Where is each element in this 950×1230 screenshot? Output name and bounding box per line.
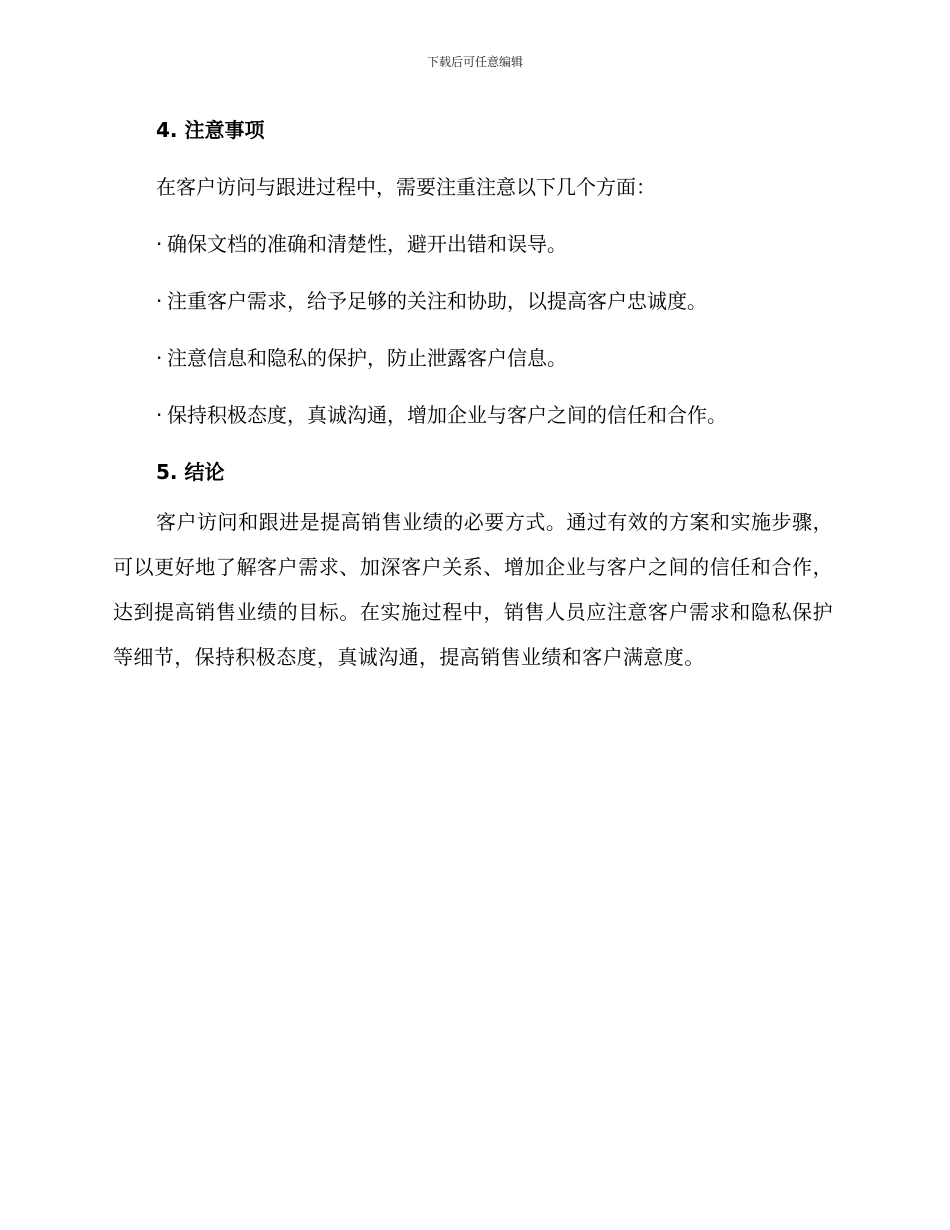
page-header: 下载后可任意编辑 xyxy=(426,55,523,69)
list-item-text: 确保文档的准确和清楚性，避开出错和误导。 xyxy=(167,232,567,256)
list-item-text: 注意信息和隐私的保护，防止泄露客户信息。 xyxy=(167,346,567,370)
list-item xyxy=(113,281,833,321)
section-4-intro: 在客户访问与跟进过程中，需要注重注意以下几个方面： xyxy=(156,175,656,199)
list-item xyxy=(113,224,833,264)
list-item xyxy=(113,338,833,378)
list-item-text: 保持积极态度，真诚沟通，增加企业与客户之间的信任和合作。 xyxy=(167,403,727,427)
document-body xyxy=(113,110,833,680)
bullet-icon: · xyxy=(156,403,163,427)
bullet-icon: · xyxy=(156,346,163,370)
conclusion-paragraph: 客户访问和跟进是提高销售业绩的必要方式。通过有效的方案和实施步骤，可以更好地了解客户需求、加深客户关系、增加企业与客户之间的信任和合作，达到提高销售业绩的目标。在实施过程中，销售人员应注意客户需求和隐私保护等细节，保持积极态度，真诚沟通，提高销售业绩和客户满意度。 xyxy=(113,510,833,669)
bullet-icon: · xyxy=(156,289,163,313)
bullet-icon: · xyxy=(156,232,163,256)
list-item-text: 注重客户需求，给予足够的关注和协助，以提高客户忠诚度。 xyxy=(167,289,707,313)
section-4-heading: 4. 注意事项 xyxy=(156,118,265,142)
list-item xyxy=(113,395,833,435)
section-5-heading: 5. 结论 xyxy=(156,460,225,484)
